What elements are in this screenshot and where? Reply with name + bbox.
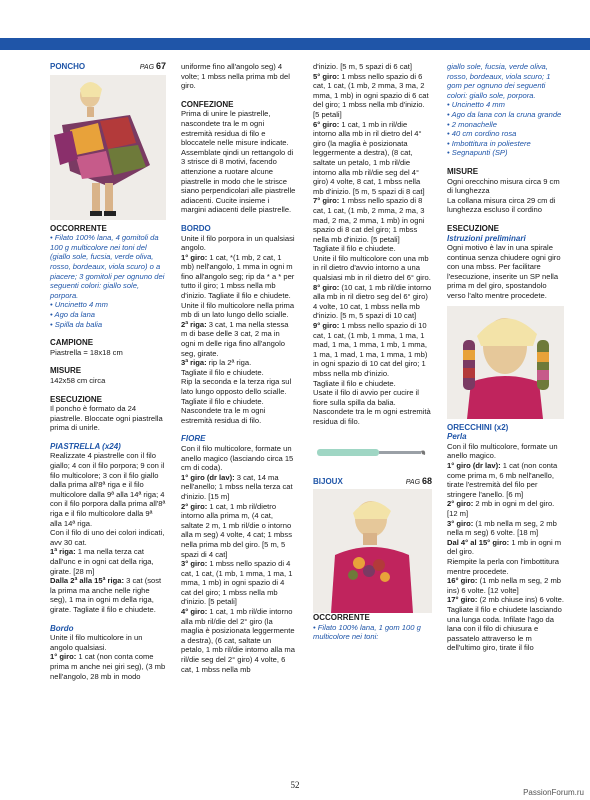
fiore-text: Con il filo multicolore, formate un anello magico (lasciando circa 15 cm di coda).: [181, 443, 294, 473]
fiore-heading: FIORE: [181, 434, 206, 444]
bordo-heading: Bordo: [50, 623, 74, 633]
fiore-round-9: 9° giro: 1 mbss nello spazio di 10 cat, 1 cat, (1 mb, 1 mma, 1 ma, 1 mad, 1 ma, 1 mma, 1 mb, 1 mma, 1 ma, 1 mad, 1 ma, 1 mma, 1 mb) in ogni spazio di 10 cat del giro; 1 mbss nella mb d'inizio.: [313, 321, 428, 378]
instruction-note: Tagliate il filo e chiudete.: [313, 378, 396, 388]
fiore-round-2: 2° giro: 1 cat, 1 mb ril/dietro intorno alla prima m, (4 cat, saltate 2 m, 1 mb ril/die o intorno alla m seg) 4 volte, 4 cat; 1 mbss nella prima mb del giro. [5 m, 5 spazi di 4 cat]: [181, 501, 292, 559]
occorrente-heading: OCCORRENTE: [313, 613, 370, 623]
misure-heading: MISURE: [447, 166, 479, 176]
materials-list: [313, 623, 432, 642]
instruction-note: Rip la seconda e la terza riga sul lato lungo opposto dello scialle. Tagliate il filo e chiudete. Nascondete tra le m ogni estremità residua di filo.: [181, 377, 292, 425]
esecuzione-heading: ESECUZIONE: [50, 394, 103, 404]
bijoux-photo: [313, 489, 432, 613]
misure-text: Ogni orecchino misura circa 9 cm di lunghezza: [447, 176, 560, 196]
occorrente-heading: OCCORRENTE: [50, 223, 107, 233]
continued-text: d'inizio. [5 m, 5 spazi di 6 cat]: [313, 62, 412, 71]
perla-round-17: 17° giro: (2 mb chiuse ins) 6 volte.: [447, 595, 564, 605]
instruction-note: Tagliate il filo e chiudete.: [181, 367, 264, 377]
instruction-row-2: Dalla 2ª alla 15ª riga: 3 cat (sost la prima ma anche nelle righe seg), 1 ma in ogni m della riga, girate. Tagliate il filo e chiudete.: [50, 576, 162, 614]
fiore-round-1: 1° giro (dr lav): 3 cat, 14 ma nell'anello; 1 mbss nella terza cat d'inizio. [15 m]: [181, 472, 293, 501]
campione-heading: CAMPIONE: [50, 338, 94, 348]
perla-text: Con il filo multicolore, formate un anello magico.: [447, 441, 558, 461]
materials-list: [447, 100, 564, 158]
material-item: • Ago da lana con la cruna grande: [447, 110, 564, 120]
perla-round-3: 3° giro: (1 mb nella m seg, 2 mb nella m seg) 6 volte. [18 m]: [447, 518, 557, 538]
continued-materials: giallo sole, fucsia, verde oliva, rosso, bordeaux, viola scuro; 1 gom per ognuno dei seguenti colori: giallo sole, porpora.: [447, 62, 551, 100]
instruction-row-2: 2ª riga: 3 cat, 1 ma nella stessa m di base delle 3 cat, 2 ma in ogni m delle riga fino all'angolo seg, girate.: [181, 319, 289, 358]
fiore-round-5: 5° giro: 1 mbss nello spazio di 6 cat, 1 cat, (1 mb, 2 mma, 3 ma, 2 mma, 1 mb) in ogni spazio di 6 cat del giro; 1 mbss nella mb d'inizio. [5 petali]: [313, 71, 429, 119]
material-item: • Spilla da balia: [50, 320, 166, 330]
instruction-note: Unite il filo multicolore con una mb in ril dietro d'avvio intorno a una qualsiasi mb in ril dietro del 6° giro.: [313, 253, 431, 283]
page-number: 52: [290, 780, 300, 790]
perla-round-16: 16° giro: (1 mb nella m seg, 2 mb ins) 6 volte. [12 volte]: [447, 576, 562, 595]
esecuzione-text: Il poncho è formato da 24 piastrelle. Bloccate ogni piastrella prima di unirle.: [50, 404, 163, 433]
material-item: • Uncinetto 4 mm: [50, 300, 166, 310]
material-item: • Filato 100% lana, 1 gom 100 g multicolore nei toni:: [313, 623, 432, 642]
perla-final: Tagliate il filo e chiudete lasciando una lunga coda. Infilate l'ago da lana con il filo di chiusura e passatelo attraverso le m dell'ultimo giro, tirate il filo: [447, 604, 562, 653]
top-color-bar: [0, 38, 590, 50]
piastrella-text: Realizzate 4 piastrelle con il filo giallo; 4 con il filo porpora; 9 con il filo multicolore; 3 con il filo giallo dalla prima all'8ª riga e il filo multicolore dalla 9ª alla 14ª riga; 4 con il filo porpora dalla prima all'8ª riga e il filo multicolore dalla 9ª alla 14ª riga.: [50, 451, 166, 528]
misure-text-2: La collana misura circa 29 cm di lunghezza escluso il cordino: [447, 195, 556, 215]
piastrella-text-2: Con il filo di uno dei colori indicati, avv 30 cat.: [50, 528, 165, 547]
column-4: [447, 62, 564, 653]
material-item: • Imbottitura in poliestere: [447, 139, 564, 149]
misure-text: 142x58 cm circa: [50, 375, 106, 385]
instruction-note: Usate il filo di avvio per cucire il fiore sulla spilla da balia. Nascondete tra le m ogni estremità residua di filo.: [313, 388, 431, 426]
perla-heading: Perla: [447, 432, 467, 442]
misure-heading: MISURE: [50, 366, 82, 376]
section-title-poncho: PONCHO: [50, 62, 86, 71]
material-item: • Filato 100% lana, 4 gomitoli da 100 g multicolore nei toni del (giallo sole, fucsia, verde oliva, rosso, bordeaux, viola scuro) o a piacere; 3 gomitoli per ognuno dei seguenti colori: giallo sole, porpora.: [50, 233, 166, 300]
fiore-round-7: 7° giro: 1 mbss nello spazio di 8 cat, 1 cat, (1 mb, 2 mma, 2 ma, 3 mad, 2 ma, 2 mma, 1 mb) in ogni spazio di 8 cat del giro; 1 mbss nella mb d'inizio. [5 petali]: [313, 196, 425, 244]
section-title-bijoux: BIJOUX: [313, 476, 343, 486]
column-1: [50, 62, 166, 681]
material-item: • Ago da lana: [50, 310, 166, 320]
bordo-section-heading: BORDO: [181, 223, 211, 233]
piastrella-heading: PIASTRELLA (x24): [50, 441, 121, 451]
material-item: • Segnapunti (SP): [447, 148, 564, 158]
material-item: • Uncinetto 4 mm: [447, 100, 564, 110]
material-item: • 2 monachelle: [447, 120, 564, 130]
bordo-section-text: Unite il filo porpora in un qualsiasi angolo.: [181, 233, 295, 253]
crochet-hook-image: [313, 427, 432, 477]
material-item: • 40 cm cordino rosa: [447, 129, 564, 139]
materials-list: [50, 233, 166, 329]
continued-text: uniforme fino all'angolo seg) 4 volte; 1 mbss nella prima mb del giro.: [181, 62, 290, 91]
fiore-round-4: 4° giro: 1 cat, 1 mb ril/die intorno alla mb ril/die del 2° giro (la maglia è posizionata leggermente a destra), (6 cat, saltate un petalo, 1 mb ril/die intorno alla ma ril/die seg del 2° giro) 4 volte, 6 cat, 1 mbss nella mb: [181, 607, 295, 674]
earrings-model-image: [447, 306, 564, 419]
campione-text: Piastrella = 18x18 cm: [50, 347, 123, 357]
watermark: PassionForum.ru: [523, 788, 584, 797]
perla-round-4-15: Dal 4° al 15° giro: 1 mb in ogni m del giro.: [447, 537, 562, 557]
istruzioni-text: Ogni motivo è lav in una spirale continua senza chiudere ogni giro con una mbss. Per facilitare l'esecuzione, inserite un SP nella prima m del giro, spostandolo verso l'alto mentre procedete.: [447, 243, 561, 301]
esecuzione-heading: ESECUZIONE: [447, 223, 500, 233]
fiore-round-6: 6° giro: 1 cat, 1 mb in ril/die intorno alla mb in ril dietro del 4° giro (la maglia è posizionata leggermente a destra), (8 cat, saltate un petalo, 1 mb ril/die intorno alla mb ril/die seg del 4° giro) 4 volte, 8 cat, 1 mbss nella mb d'inizio. [5 m, 5 spazi di 8 cat]: [313, 119, 425, 196]
instruction-note: Tagliate il filo e chiudete.: [313, 244, 396, 254]
column-3: [313, 62, 432, 642]
fiore-round-3: 3° giro: 1 mbss nello spazio di 4 cat, 1 cat, (1 mb, 1 mma, 1 ma, 1 mma, 1 mb) in ogni spazio di 4 cat del giro; 1 mbss nella mb d'inizio. [5 petali]: [181, 559, 293, 607]
instruction-row-1: 1ª riga: 1 ma nella terza cat dall'unc e in ogni cat della riga, girate. [28 m]: [50, 547, 154, 576]
necklace-model-image: [313, 489, 432, 613]
bordo-text: Unite il filo multicolore in un angolo qualsiasi.: [50, 633, 143, 652]
fiore-round-8: 8° giro: (10 cat, 1 mb ril/die intorno alla mb in ril dietro seg del 6° giro) 4 volte, 10 cat, 1 mbss nella mb d'inizio. [5 m, 5 spazi di 10 cat]: [313, 282, 432, 321]
page-ref: PAG 68: [405, 476, 432, 486]
page-ref: PAG 67: [139, 62, 166, 71]
instruction-round-1: 1° giro: 1 cat (non conta come prima m anche nei giri seg), (3 mb nell'angolo, 28 mb in modo: [50, 652, 166, 681]
column-2: [181, 62, 296, 674]
perla-note: Riempite la perla con l'imbottitura mentre procedete.: [447, 556, 560, 576]
perla-round-1: 1° giro (dr lav): 1 cat (non conta come prima m, 6 mb nell'anello, tirate l'estremità del filo per stringere l'anello. [6 m]: [447, 461, 558, 499]
istruzioni-heading: Istruzioni preliminari: [447, 233, 526, 243]
orecchini-heading: ORECCHINI (x2): [447, 422, 509, 432]
earrings-photo: [447, 306, 564, 419]
confezione-heading: CONFEZIONE: [181, 99, 234, 109]
perla-round-2: 2° giro: 2 mb in ogni m del giro. [12 m]: [447, 499, 555, 518]
instruction-row-3: 3ª riga: rip la 2ª riga.: [181, 358, 252, 368]
poncho-model-image: [50, 75, 166, 220]
crochet-hook-icon: [313, 427, 432, 477]
confezione-text: Prima di unire le piastrelle, nascondete tra le m ogni estremità residua di filo e bloccatele nelle misure indicate. Assemblate qindi un rettangolo di 3 strisce di 8 motivi, facendo attenzione a ruotare alcune piastrelle in modo che le strisce siano perpendicolari alle piastrelle adiacenti. Cucite insieme i margini adiacenti delle piastrelle.: [181, 109, 296, 215]
instruction-round-1: 1° giro: 1 cat, *(1 mb, 2 cat, 1 mb) nell'angolo, 1 mma in ogni m fino all'angolo seg; rip da * a * per tutto il giro; 1 mbss nella mb d'inizio. Tagliate il filo e chiudete. Unite il filo multicolore nella prima mb di un lato lungo dello scialle.: [181, 252, 295, 320]
poncho-photo: [50, 75, 166, 220]
